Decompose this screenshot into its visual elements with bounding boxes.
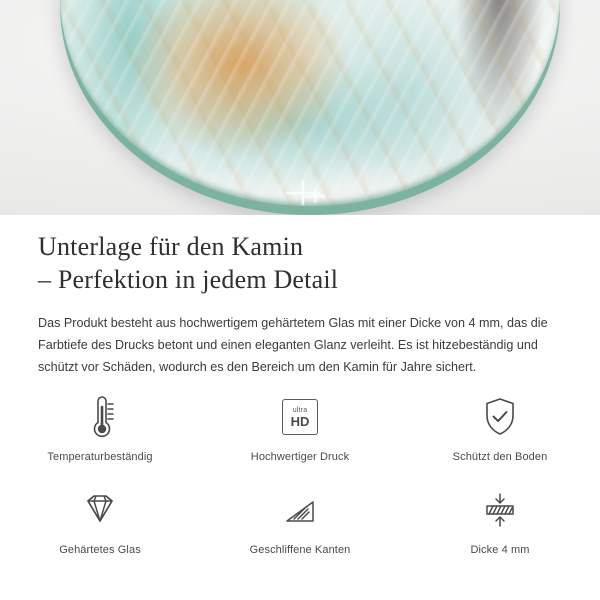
- feature-item-floor-protection: [400, 393, 600, 464]
- ultra-hd-badge-top: ultra: [292, 406, 308, 414]
- polished-edges-icon: [278, 486, 322, 534]
- content-block: [0, 215, 600, 378]
- ultra-hd-icon: [282, 393, 318, 441]
- shield-check-icon: [480, 393, 520, 441]
- feature-label: Schützt den Boden: [452, 451, 548, 463]
- hero-image: [0, 0, 600, 215]
- glass-panel-oval: [60, 0, 560, 215]
- thermometer-icon: [80, 393, 120, 441]
- feature-label: Hochwertiger Druck: [250, 451, 350, 463]
- feature-item-thickness: [400, 486, 600, 557]
- feature-label: Geschliffene Kanten: [249, 544, 351, 556]
- feature-grid: [0, 393, 600, 557]
- feature-item-tempered-glass: [0, 486, 200, 557]
- ultra-hd-badge-bottom: HD: [290, 413, 310, 429]
- page-title: [0, 215, 600, 296]
- thickness-arrows-icon: [478, 486, 522, 534]
- diamond-icon: [78, 486, 122, 534]
- body-paragraph: Das Produkt besteht aus hochwertigem gehärtetem Glas mit einer Dicke von 4 mm, das die Farbtiefe des Drucks betont und einen eleganten Glanz verleiht. Es ist hitzebeständig und schützt vor Schäden, wodurch es den Bereich um den Kamin für Jahre sichert.: [38, 316, 548, 374]
- feature-label: Gehärtetes Glas: [59, 544, 141, 556]
- feature-item-print-quality: [200, 393, 400, 464]
- feature-item-polished-edges: [200, 486, 400, 557]
- feature-label: Temperaturbeständig: [47, 451, 153, 463]
- page-title-line-1: Unterlage für den Kamin: [38, 232, 304, 261]
- feature-item-temperature: [0, 393, 200, 464]
- page-title-line-2: – Perfektion in jedem Detail: [38, 265, 339, 294]
- feature-label: Dicke 4 mm: [470, 544, 530, 556]
